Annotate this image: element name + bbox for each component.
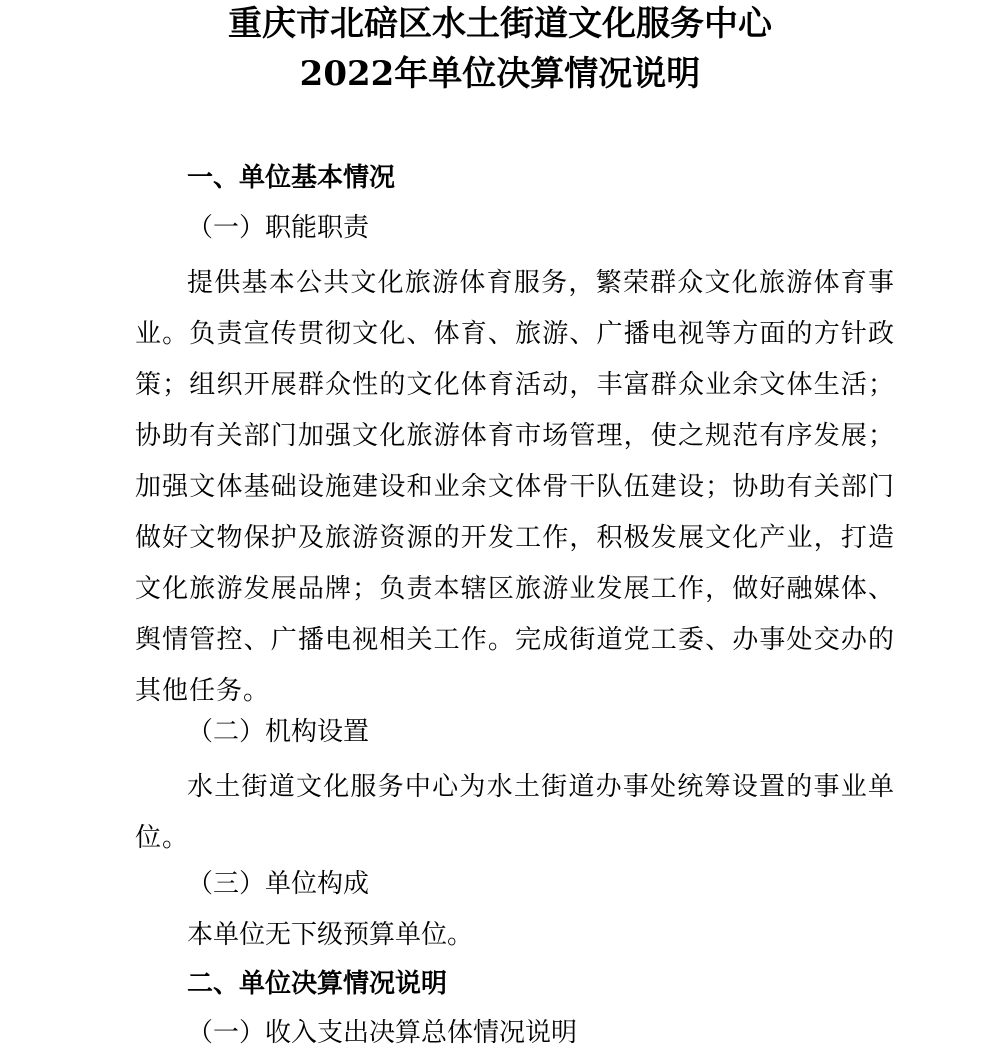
subsection-2-paragraph: 水土街道文化服务中心为水土街道办事处统筹设置的事业单位。 — [135, 772, 895, 853]
section-1-heading: 一、单位基本情况 — [187, 163, 396, 193]
section-2-subsection-1-heading: （一）收入支出决算总体情况说明 — [187, 1018, 578, 1048]
subsection-2-heading: （二）机构设置 — [187, 717, 370, 747]
subsection-3-paragraph: 本单位无下级预算单位。 — [187, 920, 474, 950]
subsection-1-heading: （一）职能职责 — [187, 213, 370, 243]
section-2-heading: 二、单位决算情况说明 — [187, 969, 448, 999]
document-title-line-2: 2022年单位决算情况说明 — [299, 54, 701, 94]
subsection-3-heading: （三）单位构成 — [187, 869, 370, 899]
document-title-line-1: 重庆市北碚区水土街道文化服务中心 — [228, 4, 772, 44]
subsection-1-paragraph: 提供基本公共文化旅游体育服务，繁荣群众文化旅游体育事业。负责宣传贯彻文化、体育、旅游、广播电视等方面的方针政策；组织开展群众性的文化体育活动，丰富群众业余文体生活；协助有关部门加强文化旅游体育市场管理，使之规范有序发展；加强文体基础设施建设和业余文体骨干队伍建设；协助有关部门做好文物保护及旅游资源的开发工作，积极发展文化产业，打造文化旅游发展品牌；负责本辖区旅游业发展工作，做好融媒体、舆情管控、广播电视相关工作。完成街道党工委、办事处交办的其他任务。 — [135, 268, 895, 706]
